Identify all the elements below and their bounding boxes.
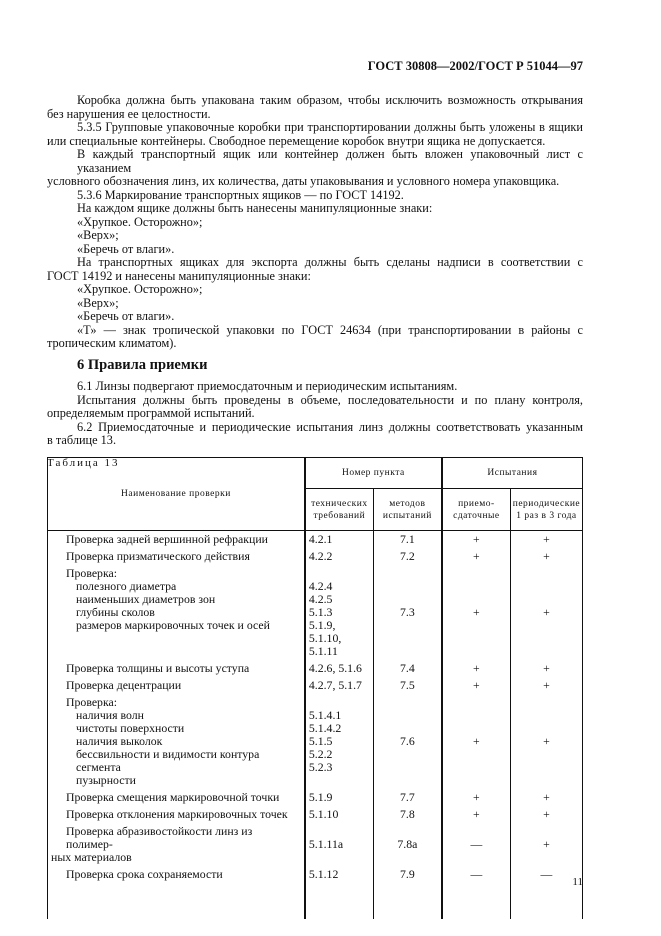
tech-line: 5.1.3 [308,605,333,619]
table-row [48,677,583,694]
header-accept: приемо-сдаточные [442,489,511,531]
cell-periodic: + [510,565,582,660]
cell-method: 7.6 [373,694,442,789]
section-5-3-text [47,94,583,351]
tech-line: 5.1.11а [308,837,344,851]
header-method: методов испытаний [373,489,442,531]
name-line: размеров маркировочных точек и осей [76,618,270,632]
cell-accept: + [442,531,511,549]
name-line: ных материалов [51,850,132,864]
empty-cell [510,883,582,919]
text-line: 6.1 Линзы подвергают приемосдаточным и периодическим испытаниям. [77,379,458,393]
cell-name [48,677,305,694]
cell-name [48,866,305,883]
cell-accept: + [442,548,511,565]
name-line: наличия выколок [76,734,163,748]
inspection-table [47,457,583,919]
text-line: 6.2 Приемосдаточные и периодические испытания линз должны соответствовать указанным [77,419,583,434]
name-line: чистоты поверхности [76,721,185,735]
empty-cell [442,883,511,919]
tech-line: 5.1.4.2 [308,721,342,735]
cell-tech [305,694,374,789]
name-line: наличия волн [76,708,144,722]
document-header: ГОСТ 30808—2002/ГОСТ Р 51044—97 [367,59,583,73]
cell-accept: + [442,789,511,806]
cell-method: 7.9 [373,866,442,883]
cell-periodic: + [510,806,582,823]
text-line: тропическим климатом). [47,336,177,350]
tech-line: 5.1.11 [308,644,338,658]
text-line: условного обозначения линз, их количества, даты упаковывания и условного номера упаковщика. [47,174,560,188]
text-line: определяемым программой испытаний. [47,406,255,420]
table-row [48,823,583,866]
name-line: Проверка: [66,566,118,580]
tech-line: 4.2.5 [308,592,333,606]
cell-method: 7.8а [373,823,442,866]
cell-tech [305,677,374,694]
cell-accept: + [442,694,511,789]
cell-accept: + [442,565,511,660]
table-row [48,565,583,660]
name-line: Проверка толщины и высоты уступа [66,661,250,675]
text-line: «Т» — знак тропической упаковки по ГОСТ 24634 (при транспортировании в районы с [77,322,583,337]
cell-tech [305,789,374,806]
cell-method: 7.8 [373,806,442,823]
cell-name [48,565,305,660]
header-tech: технических требований [305,489,374,531]
table-row [48,789,583,806]
cell-periodic: + [510,531,582,549]
tech-line: 5.2.2 [308,747,333,761]
cell-method: 7.2 [373,548,442,565]
document-body [47,94,583,470]
text-line: «Беречь от влаги». [77,241,175,256]
text-line: ГОСТ 14192 и нанесены манипуляционные знаки: [47,268,311,283]
cell-tech [305,866,374,883]
tech-line: 4.2.2 [308,549,333,563]
cell-method: 7.4 [373,660,442,677]
name-line: Проверка срока сохраняемости [66,867,223,881]
tech-line: 4.2.1 [308,532,333,546]
header-group-number: Номер пункта [305,458,442,489]
cell-name [48,806,305,823]
table-row [48,866,583,883]
table-row [48,531,583,549]
text-line: «Верх»; [77,228,119,242]
name-line: пузырности [76,773,136,787]
cell-name [48,694,305,789]
tech-line: 5.1.12 [308,867,339,881]
text-line: или специальные контейнеры. Свободное перемещение коробок внутри ящика не допускается. [47,133,546,148]
tech-line: 4.2.6, 5.1.6 [308,661,362,675]
cell-name [48,660,305,677]
table-bottom-space [48,883,583,919]
name-line: полезного диаметра [76,579,177,593]
cell-accept: + [442,806,511,823]
tech-line: 4.2.4 [308,579,333,593]
header-name: Наименование проверки [48,458,305,531]
table-row [48,548,583,565]
cell-accept: + [442,660,511,677]
cell-periodic: + [510,823,582,866]
cell-tech [305,660,374,677]
text-line: Коробка должна быть упакована таким образом, чтобы исключить возможность открывания [77,93,583,107]
name-line: Проверка задней вершинной рефракции [66,532,268,546]
text-line: «Верх»; [77,295,119,310]
page-number: 11 [572,876,583,888]
tech-line: 5.2.3 [308,760,333,774]
cell-tech [305,548,374,565]
text-line: 5.3.6 Маркирование транспортных ящиков — по ГОСТ 14192. [77,187,404,202]
name-line: Проверка абразивостойкости линз из полимер- [66,824,253,851]
cell-tech [305,823,374,866]
cell-tech [305,531,374,549]
text-line: «Беречь от влаги». [77,309,175,323]
tech-line: 5.1.9 [308,790,333,804]
text-line: в таблице 13. [47,433,117,447]
text-line: В каждый транспортный ящик или контейнер должен быть вложен упаковочный лист с указанием [77,147,583,175]
name-line: Проверка: [66,695,118,709]
cell-name [48,823,305,866]
cell-periodic: + [510,548,582,565]
text-line: На каждом ящике должны быть нанесены манипуляционные знаки: [77,201,433,215]
cell-tech [305,565,374,660]
table-row [48,694,583,789]
name-line: Проверка децентрации [66,678,182,692]
cell-periodic: + [510,789,582,806]
text-line: На транспортных ящиках для экспорта должны быть сделаны надписи в соответствии с [77,255,583,269]
cell-method: 7.5 [373,677,442,694]
cell-method: 7.3 [373,565,442,660]
table-row [48,660,583,677]
cell-periodic: + [510,677,582,694]
section-6-text [47,380,583,448]
text-line: без нарушения ее целостности. [47,106,211,121]
table-caption: Таблица 13 [47,456,120,469]
cell-accept: — [442,823,511,866]
tech-line: 4.2.7, 5.1.7 [308,678,362,692]
cell-periodic: — [510,866,582,883]
name-line: Проверка отклонения маркировочных точек [66,807,288,821]
name-line [66,632,301,645]
cell-name [48,548,305,565]
name-line: наименьших диаметров зон [76,592,216,606]
cell-periodic: + [510,660,582,677]
text-line: «Хрупкое. Осторожно»; [77,282,203,296]
name-line: Проверка призматического действия [66,549,250,563]
tech-line: 5.1.10 [308,807,339,821]
empty-cell [48,883,305,919]
text-line: 5.3.5 Групповые упаковочные коробки при транспортировании должны быть уложены в ящики [77,120,583,134]
cell-tech [305,806,374,823]
name-line: бессвильности и видимости контура сегмента [76,747,260,774]
name-line: Проверка смещения маркировочной точки [66,790,280,804]
section-title: 6 Правила приемки [77,356,208,373]
tech-line: 5.1.5 [308,734,333,748]
cell-periodic: + [510,694,582,789]
header-periodic: периодические 1 раз в 3 года [510,489,582,531]
tech-line: 5.1.9, 5.1.10, [308,618,342,645]
text-line: Испытания должны быть проведены в объеме, последовательности и по плану контроля, [77,392,583,407]
header-group-tests: Испытания [442,458,583,489]
cell-accept: + [442,677,511,694]
cell-method: 7.1 [373,531,442,549]
empty-cell [305,883,374,919]
table-row [48,806,583,823]
empty-cell [373,883,442,919]
name-line: глубины сколов [76,605,155,619]
cell-name [48,531,305,549]
cell-accept: — [442,866,511,883]
cell-method: 7.7 [373,789,442,806]
cell-name [48,789,305,806]
text-line: «Хрупкое. Осторожно»; [77,214,203,229]
tech-line: 5.1.4.1 [308,708,342,722]
